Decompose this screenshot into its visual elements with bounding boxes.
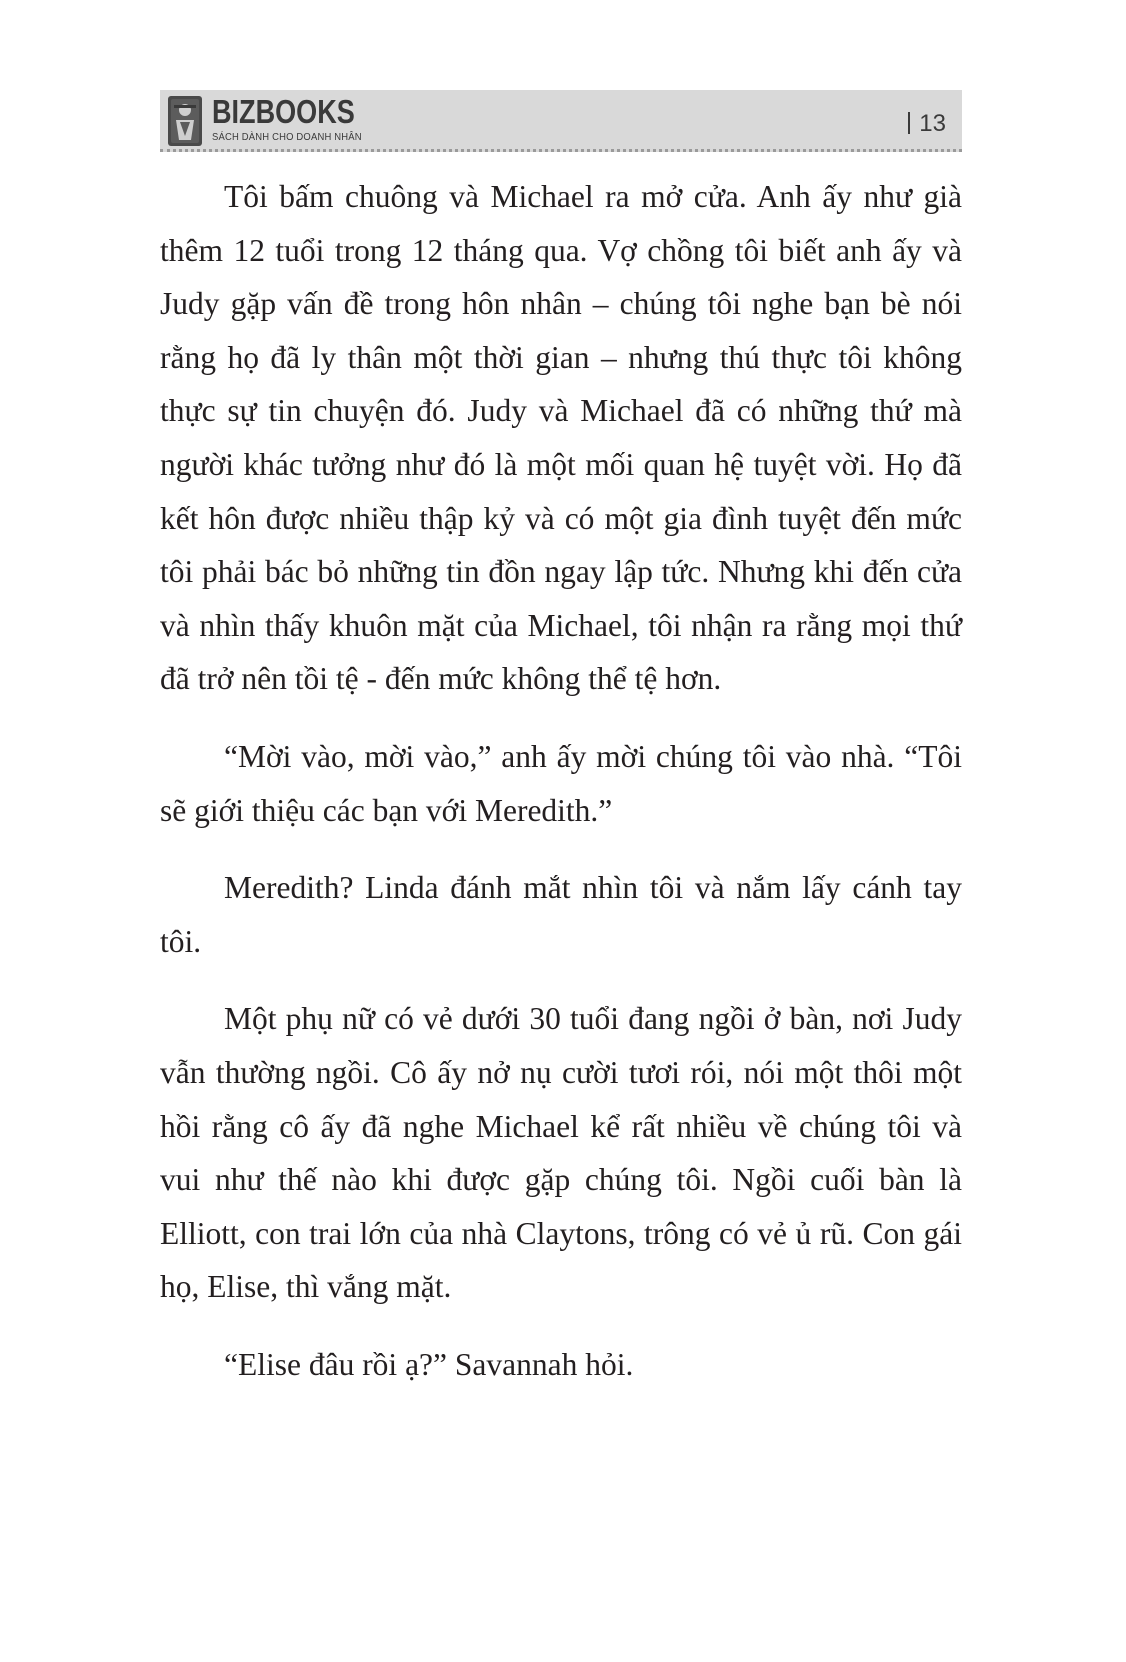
brand-block bbox=[212, 94, 386, 144]
page-number-value: 13 bbox=[919, 110, 946, 137]
paragraph: “Mời vào, mời vào,” anh ấy mời chúng tôi vào nhà. “Tôi sẽ giới thiệu các bạn với Meredith.” bbox=[160, 738, 962, 828]
bizbooks-logo-icon bbox=[168, 96, 202, 146]
paragraph: Tôi bấm chuông và Michael ra mở cửa. Anh ấy như già thêm 12 tuổi trong 12 tháng qua. Vợ chồng tôi biết anh ấy và Judy gặp vấn đề trong hôn nhân – chúng tôi nghe bạn bè nói rằng họ đã ly thân một thời gian – nhưng thú thực tôi không thực sự tin chuyện đó. Judy và Michael đã có những thứ mà người khác tưởng như đó là một mối quan hệ tuyệt vời. Họ đã kết hôn được nhiều thập kỷ và có một gia đình tuyệt đến mức tôi phải bác bỏ những tin đồn ngay lập tức. Nhưng khi đến cửa và nhìn thấy khuôn mặt của Michael, tôi nhận ra rằng mọi thứ đã trở nên tồi tệ - đến mức không thể tệ hơn. bbox=[160, 179, 962, 697]
paragraph: “Elise đâu rồi ạ?” Savannah hỏi. bbox=[224, 1346, 634, 1382]
paragraph: Meredith? Linda đánh mắt nhìn tôi và nắm lấy cánh tay tôi. bbox=[160, 870, 962, 959]
brand-name: BIZBOOKS bbox=[212, 93, 355, 130]
page-body bbox=[160, 170, 962, 1391]
page-number-divider bbox=[908, 112, 910, 134]
page-number bbox=[908, 110, 946, 138]
page-header bbox=[160, 90, 962, 152]
brand-tagline: SÁCH DÀNH CHO DOANH NHÂN bbox=[212, 131, 362, 143]
paragraph: Một phụ nữ có vẻ dưới 30 tuổi đang ngồi ở bàn, nơi Judy vẫn thường ngồi. Cô ấy nở nụ cười tươi rói, nói một thôi một hồi rằng cô ấy đã nghe Michael kể rất nhiều về chúng tôi và vui như thế nào khi được gặp chúng tôi. Ngồi cuối bàn là Elliott, con trai lớn của nhà Claytons, trông có vẻ ủ rũ. Con gái họ, Elise, thì vắng mặt. bbox=[160, 1001, 962, 1305]
